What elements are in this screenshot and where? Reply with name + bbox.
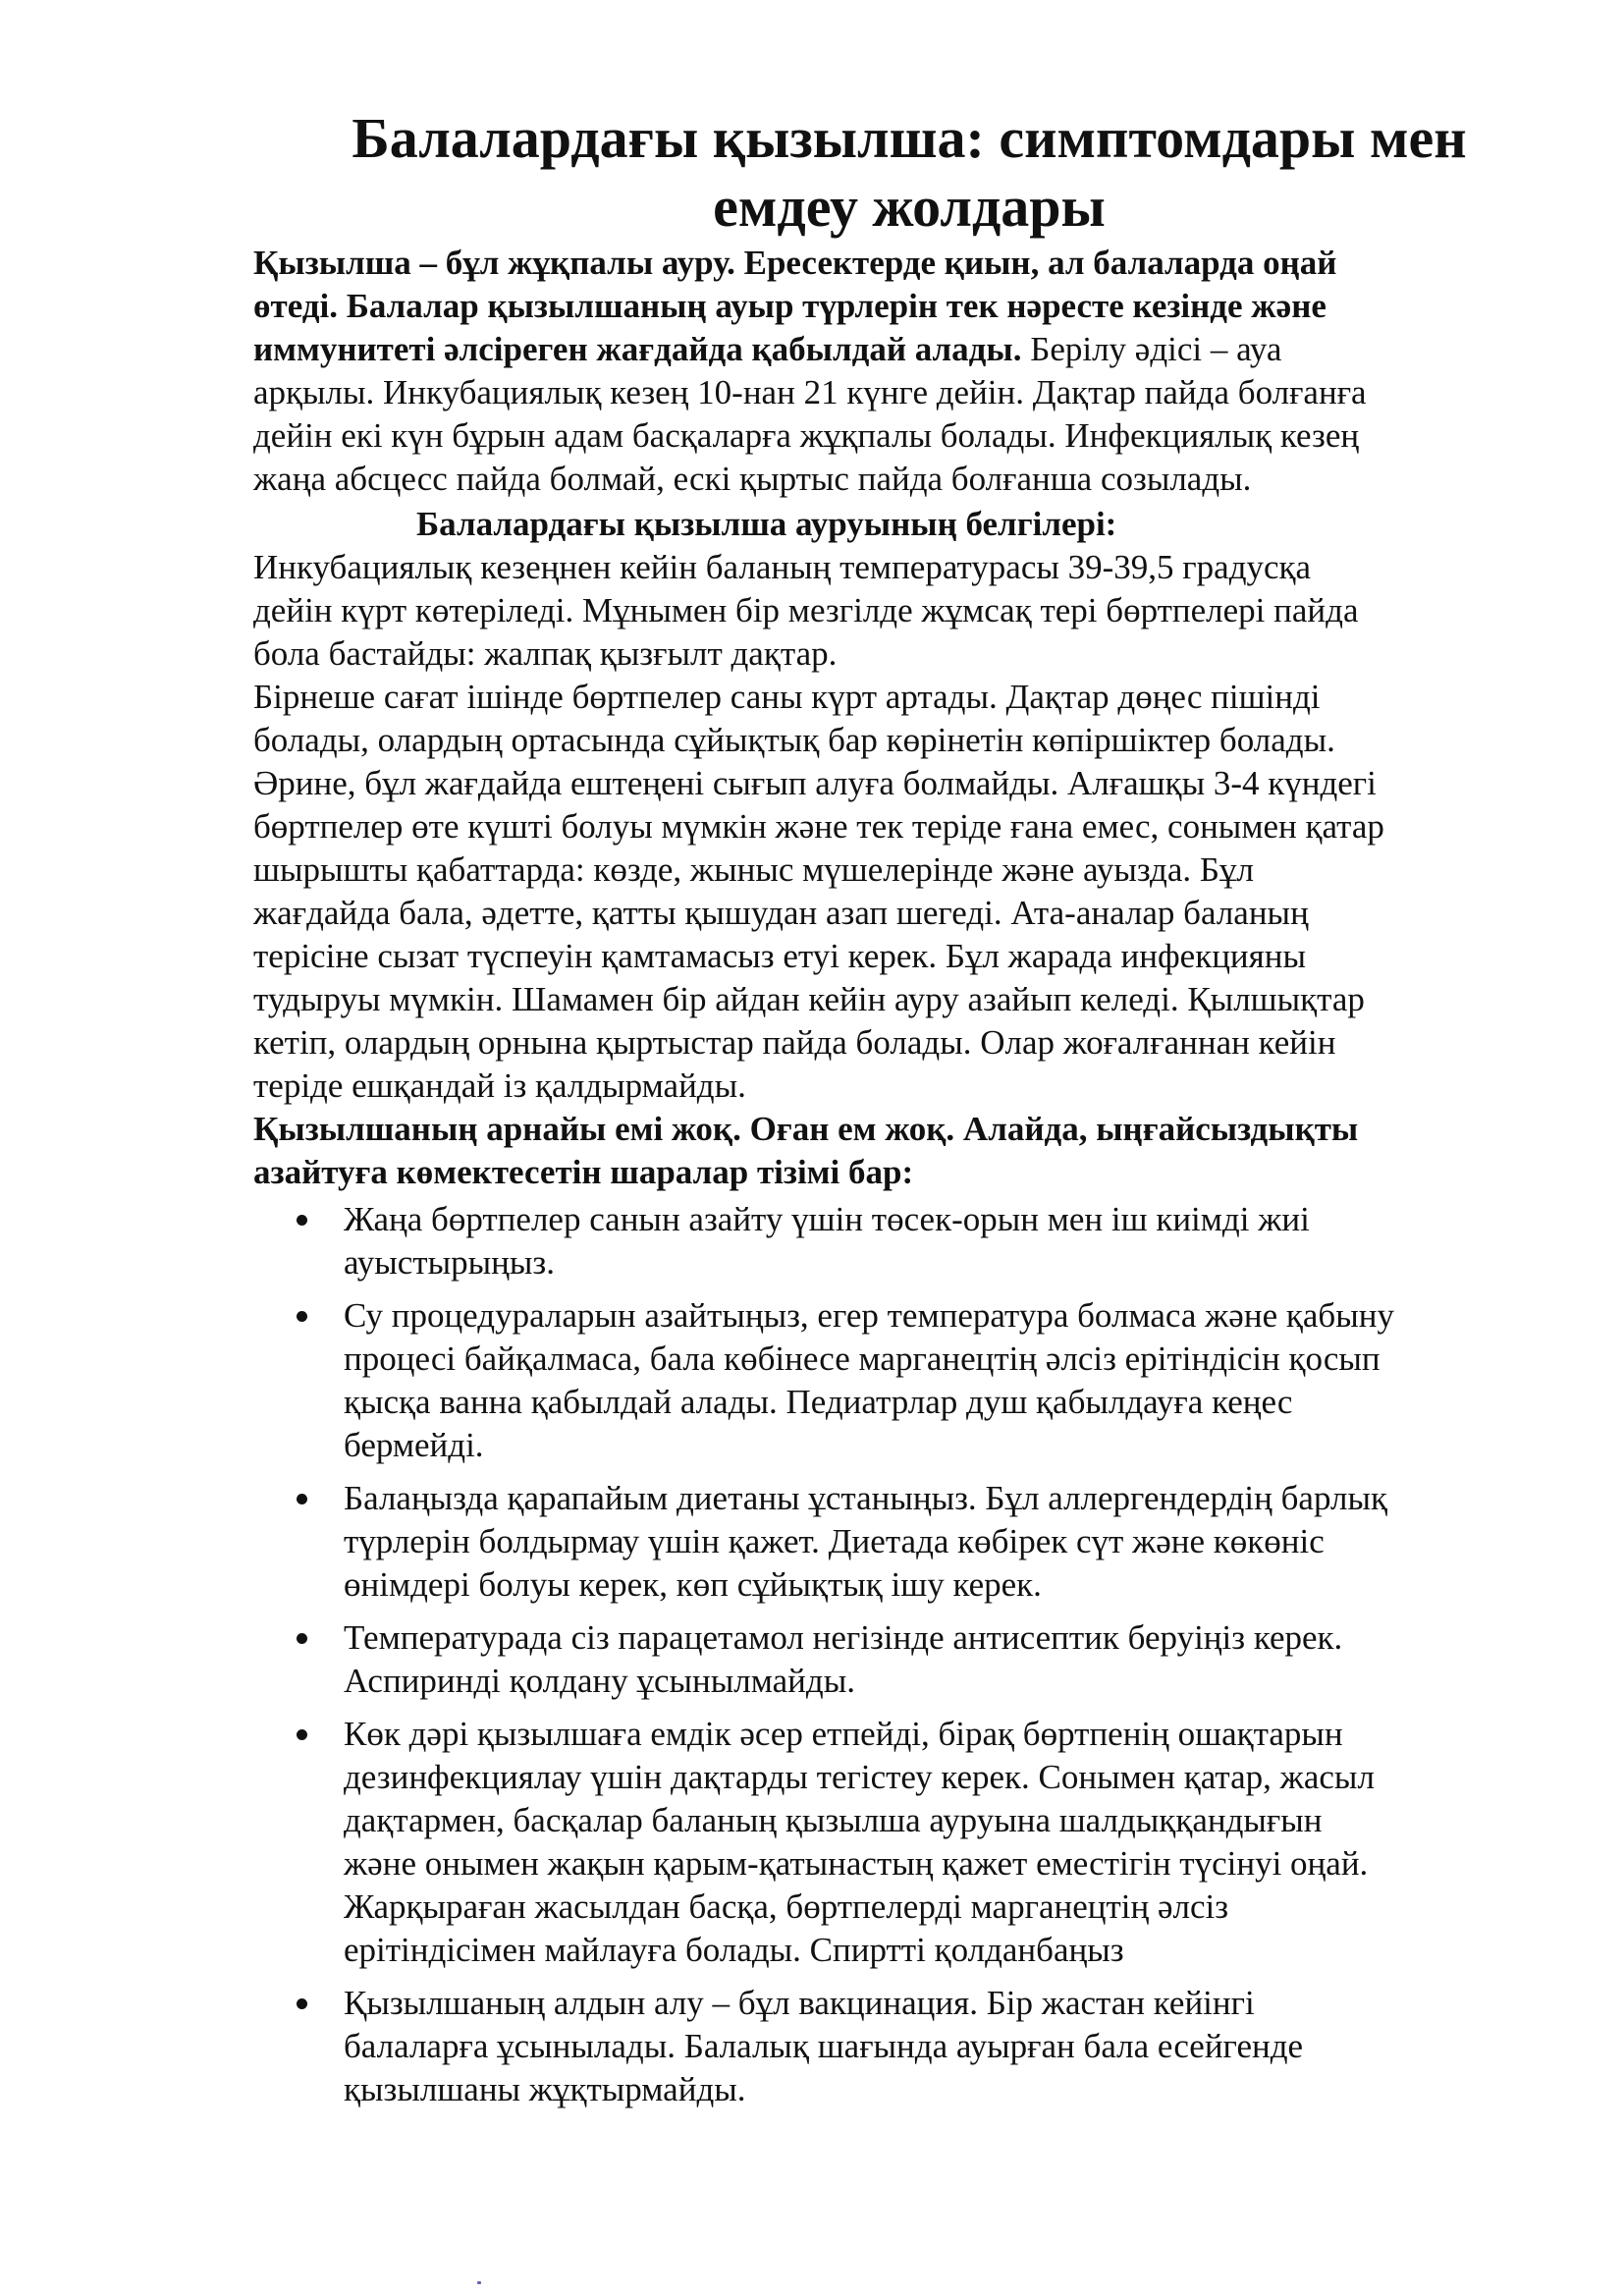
list-item — [253, 1713, 1526, 1972]
paragraph-line: бөртпелер өте күшті болуы мүмкін және тек теріде ғана емес, сонымен қатар — [253, 807, 1384, 846]
paragraph-line: болады, олардың ортасында сұйықтық бар көрінетін көпіршіктер болады. — [253, 721, 1335, 759]
list-item-line: Жарқыраған жасылдан басқа, бөртпелерді марганецтің әлсіз — [344, 1887, 1229, 1926]
bullet-icon — [297, 1633, 307, 1644]
bullet-icon — [297, 1215, 307, 1226]
list-item — [253, 1982, 1526, 2111]
treatment-line: азайтуға көмектесетін шаралар тізімі бар: — [253, 1153, 914, 1191]
document-content — [253, 104, 1526, 2121]
intro-bold-fragment: иммунитеті әлсіреген жағдайда қабылдай алады. — [253, 330, 1022, 368]
list-item-line: дақтармен, басқалар баланың қызылша ауруына шалдыққандығын — [344, 1801, 1323, 1839]
list-item-line: балаларға ұсынылады. Балалық шағында ауырған бала есейгенде — [344, 2027, 1304, 2065]
list-item-line: дезинфекциялау үшін дақтарды тегістеу керек. Сонымен қатар, жасыл — [344, 1758, 1375, 1796]
bullet-icon — [297, 1494, 307, 1504]
list-item-line: Су процедураларын азайтыңыз, егер температура болмаса және қабыну — [344, 1296, 1394, 1335]
intro-line: арқылы. Инкубациялық кезең 10-нан 21 күнге дейін. Дақтар пайда болғанға — [253, 373, 1367, 411]
list-item-line: Көк дәрі қызылшаға емдік әсер етпейді, бірақ бөртпенің ошақтарын — [344, 1715, 1343, 1753]
list-item — [253, 1616, 1526, 1703]
list-item-line: Қызылшаның алдын алу – бұл вакцинация. Бір жастан кейінгі — [344, 1984, 1255, 2022]
list-item-line: ерітіндісімен майлауға болады. Спиртті қолданбаңыз — [344, 1931, 1124, 1969]
paragraph-line: Әрине, бұл жағдайда ештеңені сығып алуға болмайды. Алғашқы 3-4 күндегі — [253, 764, 1377, 802]
paragraph-line: терісіне сызат түспеуін қамтамасыз етуі керек. Бұл жарада инфекцияны — [253, 937, 1307, 975]
paragraph-line: дейін күрт көтеріледі. Мұнымен бір мезгілде жұмсақ тері бөртпелері пайда — [253, 591, 1359, 629]
bullet-icon — [297, 1729, 307, 1740]
paragraph-line: жағдайда бала, әдетте, қатты қышудан азап шегеді. Ата-аналар баланың — [253, 894, 1309, 932]
list-item — [253, 1294, 1526, 1467]
paragraph-line: тудыруы мүмкін. Шамамен бір айдан кейін ауру азайып келеді. Қылшықтар — [253, 980, 1365, 1018]
paragraph-line: Бірнеше сағат ішінде бөртпелер саны күрт артады. Дақтар дөңес пішінді — [253, 678, 1321, 716]
list-item-line: түрлерін болдырмау үшін қажет. Диетада көбірек сүт және көкөніс — [344, 1522, 1325, 1560]
list-item-line: бермейді. — [344, 1426, 484, 1464]
bullet-icon — [297, 1998, 307, 2009]
list-item-line: қызылшаны жұқтырмайды. — [344, 2070, 746, 2108]
paragraph-line: Инкубациялық кезеңнен кейін баланың температурасы 39-39,5 градусқа — [253, 548, 1312, 586]
list-item-line: ауыстырыңыз. — [344, 1243, 555, 1282]
list-item-line: Температурада сіз парацетамол негізінде антисептик беруіңіз керек. — [344, 1618, 1343, 1657]
list-item — [253, 1198, 1526, 1285]
list-item-line: Жаңа бөртпелер санын азайту үшін төсек-орын мен іш киімді жиі — [344, 1200, 1310, 1238]
intro-regular-fragment: Берілу әдісі – ауа — [1021, 330, 1282, 368]
paragraph-line: теріде ешқандай із қалдырмайды. — [253, 1066, 746, 1105]
paragraph-line: кетіп, олардың орнына қыртыстар пайда болады. Олар жоғалғаннан кейін — [253, 1023, 1336, 1062]
symptoms-heading: Балалардағы қызылша ауруының белгілері: — [416, 505, 1117, 543]
bullet-icon — [297, 1311, 307, 1322]
paragraph-line: шырышты қабаттарда: көзде, жыныс мүшелерінде және ауызда. Бұл — [253, 850, 1254, 889]
care-measures-list — [253, 1198, 1526, 2111]
list-item-line: процесі байқалмаса, бала көбінесе марганецтің әлсіз ерітіндісін қосып — [344, 1339, 1380, 1378]
list-item-line: өнімдері болуы керек, көп сұйықтық ішу керек. — [344, 1565, 1042, 1604]
intro-bold-line: Қызылша – бұл жұқпалы ауру. Ересектерде қиын, ал балаларда оңай — [253, 244, 1337, 282]
title-line: Балалардағы қызылша: симптомдары мен — [352, 106, 1467, 170]
list-item-line: Балаңызда қарапайым диетаны ұстаныңыз. Бұл аллергендердің барлық — [344, 1479, 1387, 1517]
intro-line: жаңа абсцесс пайда болмай, ескі қыртыс пайда болғанша созылады. — [253, 460, 1252, 498]
intro-mixed-line — [253, 328, 1526, 371]
list-item-line: және онымен жақын қарым-қатынастың қажет еместігін түсінуі оңай. — [344, 1844, 1369, 1883]
intro-bold-line: өтеді. Балалар қызылшаның ауыр түрлерін тек нәресте кезінде және — [253, 287, 1326, 325]
scan-speck — [477, 2281, 481, 2284]
list-item-line: қысқа ванна қабылдай алады. Педиатрлар душ қабылдауға кеңес — [344, 1383, 1293, 1421]
paragraph-line: бола бастайды: жалпақ қызғылт дақтар. — [253, 634, 838, 673]
intro-paragraph — [253, 242, 1526, 501]
treatment-paragraph — [253, 1108, 1526, 1194]
title-line: емдеу жолдары — [713, 175, 1106, 239]
page-title — [253, 104, 1526, 242]
list-item — [253, 1477, 1526, 1607]
symptoms-paragraph-1 — [253, 546, 1526, 676]
list-item-line: Аспиринді қолдану ұсынылмайды. — [344, 1662, 855, 1700]
treatment-line: Қызылшаның арнайы емі жоқ. Оған ем жоқ. Алайда, ыңғайсыздықты — [253, 1110, 1359, 1148]
intro-line: дейін екі күн бұрын адам басқаларға жұқпалы болады. Инфекциялық кезең — [253, 416, 1360, 455]
symptoms-paragraph-2 — [253, 676, 1526, 1108]
